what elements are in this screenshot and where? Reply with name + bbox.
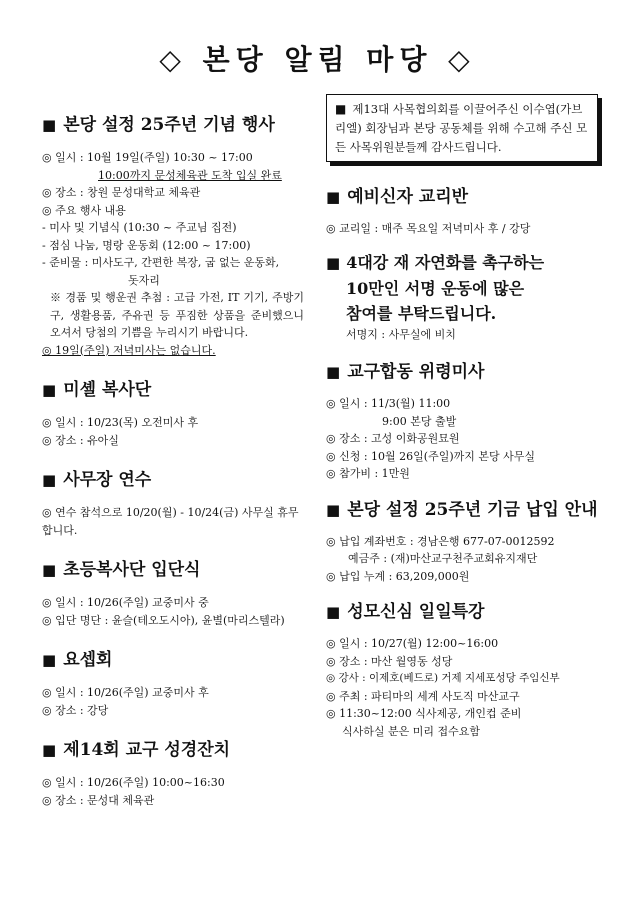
- section-joseph: [42, 649, 304, 719]
- catechumen-text: ◎ 교리일 : 매주 목요일 저녁미사 후 / 강당: [326, 222, 531, 235]
- fund-heading: 본당 설정 25주년 기금 납입 안내: [347, 499, 598, 520]
- anniversary-item: - 미사 및 기념식 (10:30 ~ 주교님 집전): [42, 221, 237, 234]
- anniversary-item: - 준비물 : 미사도구, 간편한 복장, 굽 없는 운동화,: [42, 256, 280, 269]
- section-memorial: [326, 361, 598, 483]
- anniversary-main-title: ◎ 주요 행사 내용: [42, 203, 126, 217]
- altar-names: ◎ 입단 명단 : 윤슬(테오도시아), 윤별(마리스텔라): [42, 613, 285, 627]
- bible-place: ◎ 장소 : 문성대 체육관: [42, 793, 155, 807]
- square-bullet-icon: ■: [42, 651, 57, 669]
- square-bullet-icon: ■: [42, 471, 57, 489]
- catechumen-heading: 예비신자 교리반: [347, 187, 469, 207]
- mary-host: ◎ 주최 : 파티마의 세계 사도직 마산교구: [326, 689, 520, 703]
- section-altar: [42, 559, 304, 629]
- mary-date: ◎ 일시 : 10/27(월) 12:00~16:00: [326, 637, 499, 650]
- office-heading: 사무장 연수: [63, 470, 152, 490]
- bible-heading: 제14회 교구 성경잔치: [63, 740, 231, 760]
- fund-total: ◎ 납입 누계 : 63,209,000원: [326, 569, 470, 583]
- anniversary-heading: 본당 설정 25주년 기념 행사: [63, 115, 275, 135]
- fund-holder: 예금주 : (재)마산교구천주교회유지재단: [348, 552, 538, 565]
- section-rivers: [326, 250, 598, 344]
- joseph-place: ◎ 장소 : 강당: [42, 703, 109, 717]
- anniversary-item: - 점심 나눔, 명랑 운동회 (12:00 ~ 17:00): [42, 238, 251, 252]
- square-bullet-icon: ■: [326, 253, 341, 272]
- joseph-heading: 요셉회: [63, 650, 113, 670]
- anniversary-prize: ※ 경품 및 행운권 추첨 : 고급 가전, IT 기기, 주방기구, 생활용품, 주유권 등 푸짐한 상품을 준비했으니 오셔서 당첨의 기쁨을 누리시기 바랍니다.: [50, 291, 304, 339]
- michelle-heading: 미셸 복사단: [63, 380, 152, 400]
- left-column: [42, 100, 304, 809]
- square-bullet-icon: ■: [326, 188, 341, 206]
- square-bullet-icon: ■: [326, 363, 341, 381]
- anniversary-place: ◎ 장소 : 창원 문성대학교 체육관: [42, 186, 201, 199]
- memorial-place: ◎ 장소 : 고성 이화공원묘원: [326, 432, 460, 445]
- section-anniversary: [42, 114, 304, 359]
- square-bullet-icon: ■: [326, 603, 341, 621]
- square-bullet-icon: ■: [42, 561, 57, 579]
- notice-text: 제13대 사목협의회를 이끌어주신 이수엽(가브리엘) 회장님과 본당 공동체를 위해 수고해 주신 모든 사목위원분들께 감사드립니다.: [335, 102, 588, 154]
- memorial-fee: ◎ 참가비 : 1만원: [326, 467, 410, 480]
- altar-date: ◎ 일시 : 10/26(주일) 교중미사 중: [42, 596, 209, 609]
- rivers-line2: 10만인 서명 운동에 많은: [346, 278, 525, 298]
- anniversary-arrival: 10:00까지 문성체육관 도착 입실 완료: [98, 168, 282, 182]
- michelle-date: ◎ 일시 : 10/23(목) 오전미사 후: [42, 416, 199, 429]
- right-column: [326, 94, 598, 740]
- section-office: [42, 469, 304, 539]
- joseph-date: ◎ 일시 : 10/26(주일) 교중미사 후: [42, 686, 209, 699]
- square-bullet-icon: ■: [335, 102, 347, 116]
- anniversary-item: 돗자리: [128, 273, 160, 287]
- rivers-line1: 4대강 재 자연화를 촉구하는: [346, 252, 545, 272]
- michelle-place: ◎ 장소 : 유아실: [42, 433, 119, 447]
- memorial-date: ◎ 일시 : 11/3(월) 11:00: [326, 397, 451, 410]
- section-michelle: [42, 379, 304, 449]
- square-bullet-icon: ■: [326, 500, 341, 519]
- rivers-line3: 참여를 부탁드립니다.: [346, 303, 497, 323]
- section-bible: [42, 739, 304, 809]
- anniversary-note: ◎ 19일(주일) 저녁미사는 없습니다.: [42, 343, 216, 357]
- section-fund: [326, 499, 598, 586]
- memorial-heading: 교구합동 위령미사: [347, 362, 485, 382]
- anniversary-date: ◎ 일시 : 10월 19일(주일) 10:30 ~ 17:00: [42, 151, 253, 164]
- rivers-sign: 서명지 : 사무실에 비치: [346, 327, 456, 341]
- square-bullet-icon: ■: [42, 381, 57, 399]
- office-text: ◎ 연수 참석으로 10/20(월) - 10/24(금) 사무실 휴무합니다.: [42, 506, 299, 537]
- notice-box: [326, 94, 598, 162]
- mary-meal: ◎ 11:30~12:00 식사제공, 개인컵 준비: [326, 707, 522, 720]
- mary-lecturer: ◎ 강사 : 이제호(베드로) 거제 지세포성당 주임신부: [326, 672, 560, 684]
- mary-meal-note: 식사하실 분은 미리 접수요함: [342, 724, 481, 738]
- square-bullet-icon: ■: [42, 741, 57, 759]
- fund-account: ◎ 납입 계좌번호 : 경남은행 677-07-0012592: [326, 534, 555, 548]
- altar-heading: 초등복사단 입단식: [63, 560, 201, 580]
- mary-heading: 성모신심 일일특강: [347, 602, 485, 622]
- section-catechumen: [326, 186, 598, 238]
- mary-place: ◎ 장소 : 마산 월영동 성당: [326, 654, 453, 668]
- bible-date: ◎ 일시 : 10/26(주일) 10:00~16:30: [42, 776, 225, 789]
- memorial-departure: 9:00 본당 출발: [382, 414, 457, 428]
- memorial-apply: ◎ 신청 : 10월 26일(주일)까지 본당 사무실: [326, 449, 535, 463]
- square-bullet-icon: ■: [42, 116, 57, 134]
- section-mary: [326, 601, 598, 740]
- page-title: ◇ 본당 알림 마당 ◇: [159, 43, 476, 76]
